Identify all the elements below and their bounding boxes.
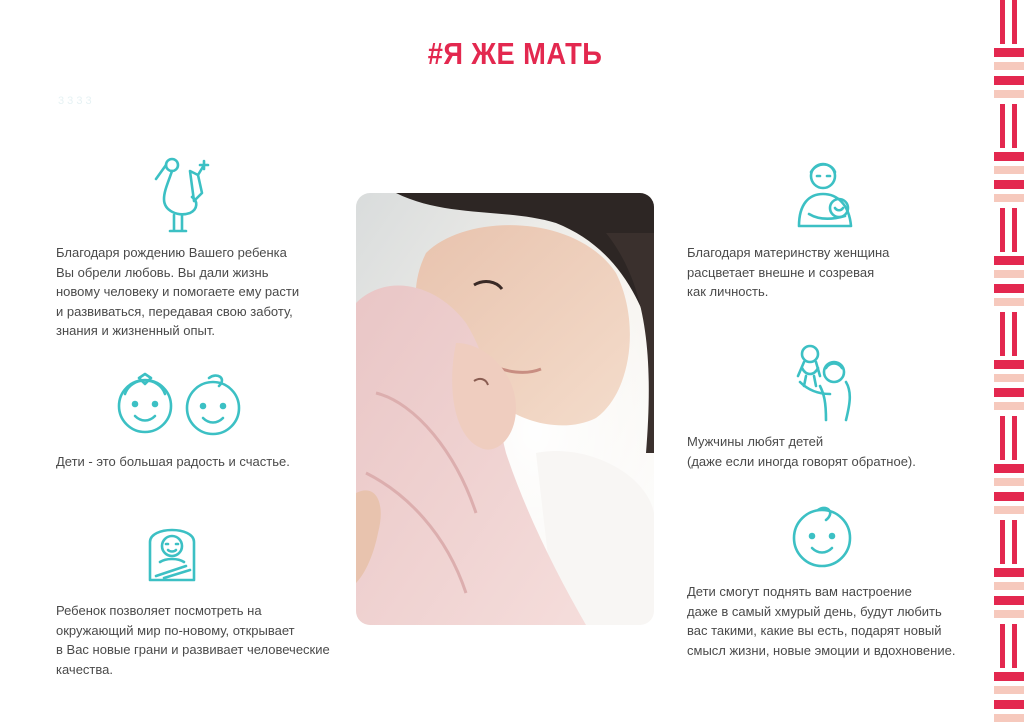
mother-and-baby-photo <box>356 193 654 625</box>
baby-in-crib-icon <box>146 518 198 584</box>
stripe-band-35 <box>994 610 1024 618</box>
stripe-band-14 <box>994 256 1024 265</box>
stripe-vertical-18 <box>1000 312 1005 356</box>
stripe-vertical-37 <box>1012 624 1017 668</box>
stripe-band-29 <box>994 506 1024 514</box>
stripe-vertical-25 <box>1012 416 1017 460</box>
stripe-band-39 <box>994 686 1024 694</box>
stripe-band-26 <box>994 464 1024 473</box>
stripe-vertical-36 <box>1000 624 1005 668</box>
stripe-band-38 <box>994 672 1024 681</box>
stripe-band-33 <box>994 582 1024 590</box>
baby-face-icon <box>790 506 854 568</box>
stripe-band-28 <box>994 492 1024 501</box>
right-text-2: Мужчины любят детей (даже если иногда говорят обратное). <box>687 434 916 469</box>
stripe-band-40 <box>994 700 1024 709</box>
stripe-vertical-13 <box>1012 208 1017 252</box>
left-text-1: Благодаря рождению Вашего ребенка Вы обрели любовь. Вы дали жизнь новому человеку и помогаете ему расти и развиваться, передавая свою заботу, знания и жизненный опыт. <box>56 245 300 338</box>
stripe-vertical-19 <box>1012 312 1017 356</box>
right-text-1: Благодаря материнству женщина расцветает внешне и созревая как личность. <box>687 245 890 299</box>
stripe-band-34 <box>994 596 1024 605</box>
faint-label: 3 3 3 3 <box>58 95 92 107</box>
stripe-band-5 <box>994 90 1024 98</box>
stripe-band-21 <box>994 374 1024 382</box>
stripe-band-20 <box>994 360 1024 369</box>
stripe-band-41 <box>994 714 1024 722</box>
stripe-band-10 <box>994 180 1024 189</box>
stripe-band-17 <box>994 298 1024 306</box>
stripe-vertical-31 <box>1012 520 1017 564</box>
stripe-band-9 <box>994 166 1024 174</box>
stripe-band-15 <box>994 270 1024 278</box>
stripe-band-4 <box>994 76 1024 85</box>
stripe-band-2 <box>994 48 1024 57</box>
decorative-stripes <box>990 0 1024 723</box>
stork-icon <box>152 155 216 235</box>
stripe-band-16 <box>994 284 1024 293</box>
stripe-band-32 <box>994 568 1024 577</box>
left-text-3: Ребенок позволяет посмотреть на окружающий мир по-новому, открывает в Вас новые грани и развивает человеческие качества. <box>56 603 330 677</box>
stripe-vertical-1 <box>1012 0 1017 44</box>
stripe-vertical-0 <box>1000 0 1005 44</box>
stripe-vertical-30 <box>1000 520 1005 564</box>
stripe-band-27 <box>994 478 1024 486</box>
stripe-band-11 <box>994 194 1024 202</box>
stripe-vertical-12 <box>1000 208 1005 252</box>
stripe-band-23 <box>994 402 1024 410</box>
stripe-vertical-7 <box>1012 104 1017 148</box>
stripe-band-3 <box>994 62 1024 70</box>
stripe-band-22 <box>994 388 1024 397</box>
two-baby-faces-icon <box>113 370 251 438</box>
left-text-2: Дети - это большая радость и счастье. <box>56 454 290 469</box>
right-text-3: Дети смогут поднять вам настроение даже в самый хмурый день, будут любить вас такими, какие вы есть, подарят новый смысл жизни, новые эмоции и вдохновение. <box>687 584 956 658</box>
stripe-vertical-6 <box>1000 104 1005 148</box>
stripe-band-8 <box>994 152 1024 161</box>
page-title: #Я ЖЕ МАТЬ <box>427 36 603 71</box>
stripe-vertical-24 <box>1000 416 1005 460</box>
mother-with-baby-icon <box>795 160 857 230</box>
father-lifting-child-icon <box>790 342 854 422</box>
